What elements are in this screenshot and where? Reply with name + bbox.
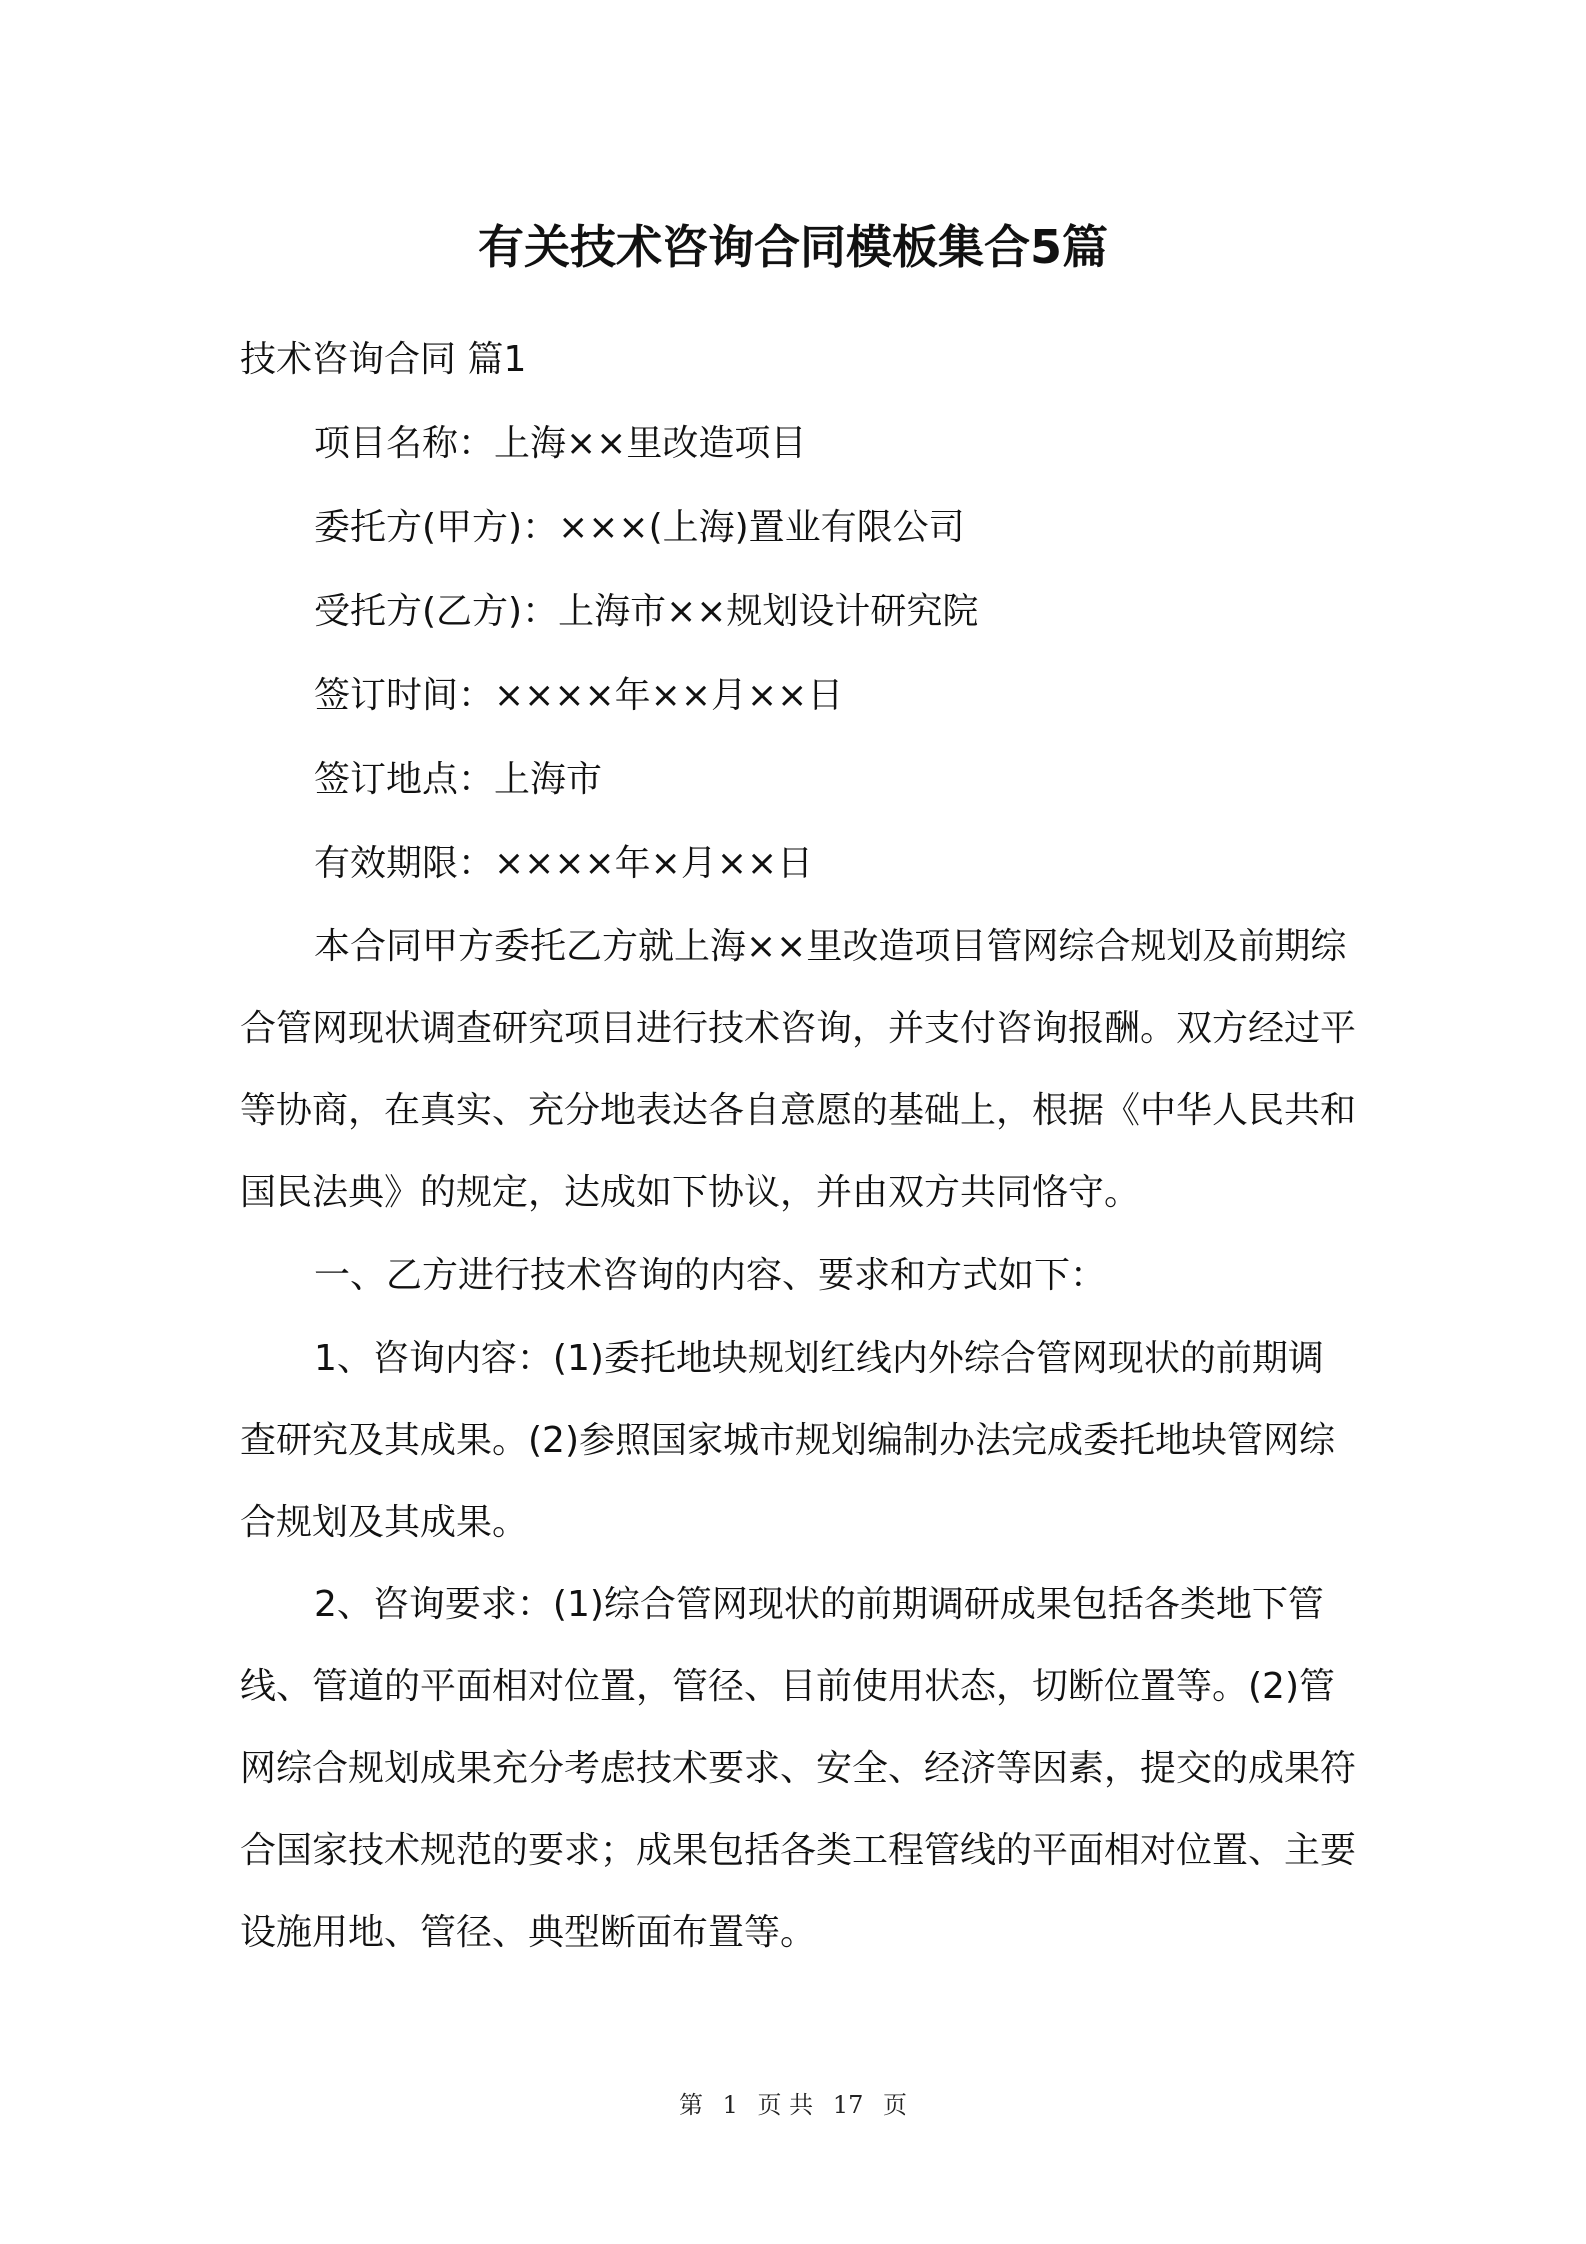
paragraph-section-one: 一、乙方进行技术咨询的内容、要求和方式如下： (314, 1255, 1107, 1296)
field-contractor: 受托方(乙方)：上海市××规划设计研究院 (314, 591, 979, 632)
document-body (240, 318, 1358, 1974)
footer-middle: 页 共 (757, 2091, 814, 2119)
paragraph-consult-requirements: 2、咨询要求：(1)综合管网现状的前期调研成果包括各类地下管线、管道的平面相对位置，管径、目前使用状态，切断位置等。(2)管网综合规划成果充分考虑技术要求、安全、经济等因素，提交的成果符合国家技术规范的要求；成果包括各类工程管线的平面相对位置、主要设施用地、管径、典型断面布置等。 (240, 1584, 1357, 1953)
paragraph-consult-content: 1、咨询内容：(1)委托地块规划红线内外综合管网现状的前期调查研究及其成果。(2)参照国家城市规划编制办法完成委托地块管网综合规划及其成果。 (240, 1338, 1335, 1543)
footer-total-pages: 17 (832, 2091, 864, 2119)
paragraph-preamble: 本合同甲方委托乙方就上海××里改造项目管网综合规划及前期综合管网现状调查研究项目进行技术咨询，并支付咨询报酬。双方经过平等协商，在真实、充分地表达各自意愿的基础上，根据《中华人民共和国民法典》的规定，达成如下协议，并由双方共同恪守。 (240, 926, 1357, 1213)
section-heading: 技术咨询合同 篇1 (240, 339, 527, 380)
field-project-name: 项目名称：上海××里改造项目 (314, 423, 807, 464)
footer-prefix: 第 (678, 2091, 703, 2119)
field-validity: 有效期限：××××年×月××日 (314, 843, 814, 884)
footer-suffix: 页 (883, 2091, 908, 2119)
field-sign-place: 签订地点：上海市 (314, 759, 603, 800)
document-title: 有关技术咨询合同模板集合5篇 (477, 220, 1108, 274)
field-sign-date: 签订时间：××××年××月××日 (314, 675, 844, 716)
page-footer (0, 2085, 1586, 2120)
field-client: 委托方(甲方)：×××(上海)置业有限公司 (314, 507, 965, 548)
footer-page-number: 1 (722, 2091, 738, 2119)
